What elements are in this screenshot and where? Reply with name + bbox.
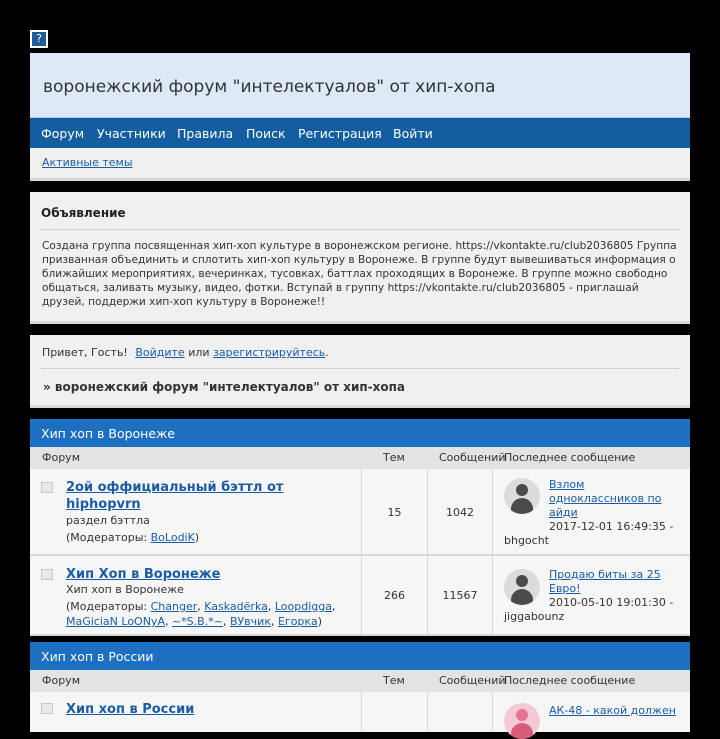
column-headers <box>30 670 690 692</box>
breadcrumb: » воронежский форум "интелектуалов" от хип-хопа <box>43 380 405 394</box>
active-topics-link[interactable]: Активные темы <box>42 156 133 169</box>
last-post-date: 2010-05-10 19:01:30 - <box>549 596 674 609</box>
category-title[interactable]: Хип хоп в Воронеже <box>41 426 175 441</box>
col-forum: Форум <box>42 674 80 687</box>
forum-description: раздел бэттла <box>66 514 150 527</box>
main-nav <box>30 118 690 148</box>
mods-prefix: (Модераторы: <box>66 531 151 544</box>
category-header <box>30 642 690 670</box>
or-text: или <box>188 346 210 359</box>
announcement-title: Объявление <box>41 206 126 220</box>
welcome-box <box>30 335 690 408</box>
register-link[interactable]: зарегистрируйтесь <box>213 346 326 359</box>
announcement-box <box>30 192 690 324</box>
help-icon[interactable]: ? <box>30 30 48 48</box>
col-topics: Тем <box>383 674 405 687</box>
site-header <box>30 53 690 118</box>
moderator-link[interactable]: MaGiciaN LoONyA <box>66 615 165 628</box>
forum-status-icon <box>41 482 53 493</box>
forum-moderators: (Модераторы: Changer, Kaskadёrka, Loopdigga, MaGiciaN LoONyA, ~*S.B.*~, ВУвчик, Егорка) <box>66 600 336 628</box>
nav-search[interactable]: Поиск <box>246 126 286 141</box>
greeting-text: Привет, Гость! <box>42 346 128 359</box>
last-post-date: 2017-12-01 16:49:35 - <box>549 520 674 533</box>
moderator-link[interactable]: Loopdigga <box>274 600 332 613</box>
welcome-message <box>42 346 329 359</box>
user-avatar-icon <box>504 703 540 739</box>
nav-members[interactable]: Участники <box>97 126 166 141</box>
last-post-user: bhgocht <box>504 534 549 547</box>
forum-row <box>30 692 690 732</box>
col-posts: Сообщений <box>439 451 506 464</box>
site-title: воронежский форум "интелектуалов" от хип-хопа <box>43 77 496 97</box>
nav-rules[interactable]: Правила <box>177 126 234 141</box>
sub-nav <box>30 148 690 181</box>
forum-status-icon <box>41 703 53 714</box>
user-avatar-icon <box>504 569 540 605</box>
dot-text: . <box>325 346 329 359</box>
forum-row <box>30 469 690 556</box>
post-count: 11567 <box>442 589 478 602</box>
mods-suffix: ) <box>317 615 323 628</box>
moderator-link[interactable]: ВУвчик <box>229 615 271 628</box>
last-post-link[interactable]: Взлом одноклассников по айди <box>549 478 662 519</box>
forum-moderators <box>66 530 356 545</box>
col-posts: Сообщений <box>439 674 506 687</box>
category-header <box>30 419 690 447</box>
forum-title-link[interactable]: Хип хоп в России <box>66 702 195 717</box>
mods-suffix: ) <box>194 531 200 544</box>
login-link[interactable]: Войдите <box>135 346 185 359</box>
topic-count: 266 <box>384 589 405 602</box>
col-last-post: Последнее сообщение <box>504 674 636 687</box>
announcement-text: Создана группа посвященная хип-хоп культуре в воронежском регионе. https://vkontakte.ru/club2036805 Группа призванная объединить и сплотить хип-хоп культуру в Воронеже. В группе будут вывешиваться информация о ближайших мероприятиях, вечеринках, тусовках, баттлах проходящих в Воронеже. В группе можно свободно общаться, заливать музыку, видео, фотки. Вступай в группу https://vkontakte.ru/club2036805 - приглашай друзей, поддержи хип-хоп культуру в Воронеже!! <box>42 240 677 308</box>
moderator-link[interactable]: Changer <box>150 600 198 613</box>
moderator-link[interactable]: Егорка <box>277 615 318 628</box>
category-title[interactable]: Хип хоп в России <box>41 649 154 664</box>
user-avatar-icon <box>504 478 540 514</box>
moderator-link[interactable]: BoLodiK <box>150 531 195 544</box>
divider <box>41 229 679 230</box>
last-post-link[interactable]: Продаю биты за 25 Евро! <box>549 568 661 595</box>
nav-forum[interactable]: Форум <box>41 126 85 141</box>
column-headers <box>30 447 690 469</box>
topic-count: 15 <box>387 506 402 519</box>
forum-status-icon <box>41 569 53 580</box>
forum-description: Хип хоп в Воронеже <box>66 583 184 596</box>
mods-prefix: (Модераторы: <box>66 600 151 613</box>
divider <box>41 368 679 369</box>
moderator-link[interactable]: Kaskadёrka <box>204 600 268 613</box>
moderator-link[interactable]: ~*S.B.*~ <box>171 615 223 628</box>
col-forum: Форум <box>42 451 80 464</box>
col-last-post: Последнее сообщение <box>504 451 636 464</box>
last-post-user: jiggabounz <box>504 610 565 623</box>
forum-row <box>30 556 690 636</box>
nav-login[interactable]: Войти <box>393 126 433 141</box>
col-topics: Тем <box>383 451 405 464</box>
forum-title-link[interactable]: 2ой оффициальный бэттл от hiphopvrn <box>66 480 284 512</box>
forum-title-link[interactable]: Хип Хоп в Воронеже <box>66 567 221 582</box>
post-count: 1042 <box>446 506 474 519</box>
nav-register[interactable]: Регистрация <box>298 126 382 141</box>
last-post-link[interactable]: АК-48 - какой должен <box>549 704 676 717</box>
